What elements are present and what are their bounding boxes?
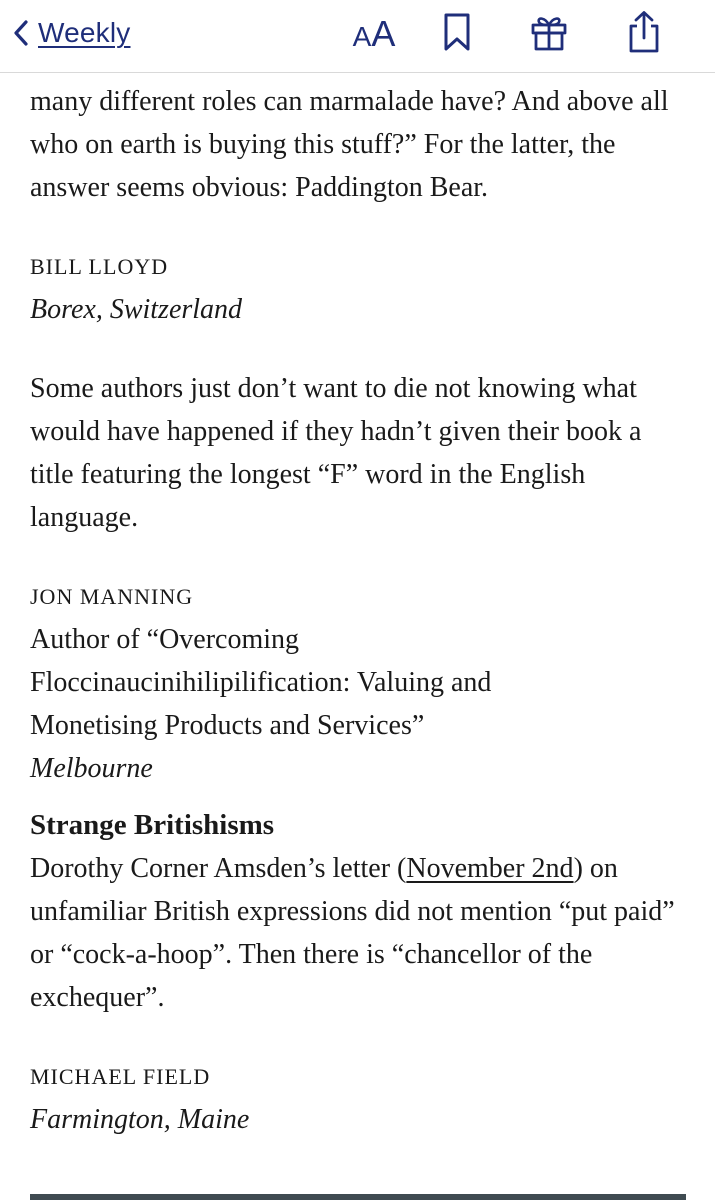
letter-author: MICHAEL FIELD: [30, 1064, 211, 1089]
text-size-icon: A A: [352, 13, 396, 54]
letter-author: BILL LLOYD: [30, 254, 169, 279]
bookmark-button[interactable]: [433, 12, 481, 56]
share-button[interactable]: [620, 12, 668, 56]
chevron-left-icon: [12, 18, 30, 48]
letter-location: Borex, Switzerland: [30, 294, 243, 325]
letter-paragraph: Some authors just don’t want to die not knowing what would have happened if they hadn’t given their book a title featuring the longest “F” word in the English language.: [30, 373, 642, 533]
share-icon: [625, 10, 663, 59]
letter-paragraph: Dorothy Corner Amsden’s letter (November 2nd) on unfamiliar British expressions did not mention “put paid” or “cock-a-hoop”. Then there is “chancellor of the exchequer”.: [30, 853, 675, 1013]
author-credit-line: Monetising Products and Services”: [30, 710, 425, 741]
author-credit-line: Floccinaucinihilipilification: Valuing and: [30, 667, 492, 698]
top-toolbar: [0, 0, 715, 73]
back-label: Weekly: [38, 17, 131, 48]
date-link[interactable]: November 2nd: [406, 853, 574, 884]
author-credit-line: Author of “Overcoming: [30, 624, 300, 655]
section-heading: Strange Britishisms: [30, 809, 275, 841]
letter-author: JON MANNING: [30, 584, 194, 609]
back-button[interactable]: [12, 13, 131, 53]
gift-article-button[interactable]: [525, 12, 573, 56]
letter-location: Melbourne: [30, 753, 153, 784]
gift-icon: [529, 12, 569, 57]
text-size-button[interactable]: [350, 12, 398, 56]
letter-paragraph: many different roles can marmalade have? And above all who on earth is buying this stuff?” For the latter, the answer seems obvious: Paddington Bear.: [30, 86, 669, 203]
article-body: [30, 80, 690, 1141]
bookmark-icon: [442, 12, 472, 57]
letter-location: Farmington, Maine: [30, 1104, 250, 1135]
bottom-divider: [30, 1194, 686, 1200]
